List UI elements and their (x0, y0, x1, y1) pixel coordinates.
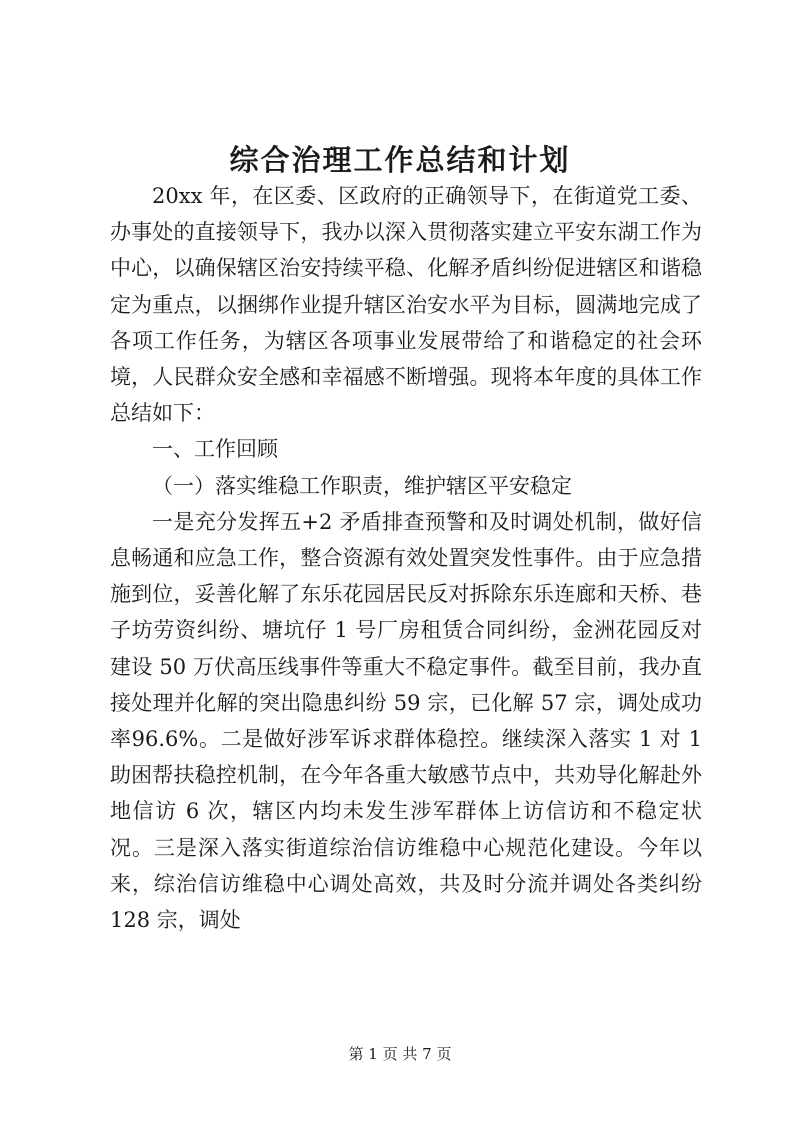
intro-paragraph: 20xx 年，在区委、区政府的正确领导下，在街道党工委、办事处的直接领导下，我办以深入贯彻落实建立平安东湖工作为中心，以确保辖区治安持续平稳、化解矛盾纠纷促进辖区和谐稳定为重点，以捆绑作业提升辖区治安水平为目标，圆满地完成了各项工作任务，为辖区各项事业发展带给了和谐稳定的社会环境，人民群众安全感和幸福感不断增强。现将本年度的具体工作总结如下： (110, 184, 702, 426)
document-body (110, 178, 702, 938)
document-title: 综合治理工作总结和计划 (229, 143, 571, 177)
page-indicator: 第 1 页 共 7 页 (348, 1045, 452, 1063)
body-paragraph: 一是充分发挥五+2 矛盾排查预警和及时调处机制，做好信息畅通和应急工作，整合资源有效处置突发性事件。由于应急措施到位，妥善化解了东乐花园居民反对拆除东乐连廊和天桥、巷子坊劳资纠纷、塘坑仔 1 号厂房租赁合同纠纷，金洲花园反对建设 50 万伏高压线事件等重大不稳定事件。截至目前，我办直接处理并化解的突出隐患纠纷 59 宗，已化解 57 宗，调处成功率96.6%。二是做好涉军诉求群体稳控。继续深入落实 1 对 1 助困帮扶稳控机制，在今年各重大敏感节点中，共劝导化解赴外地信访 6 次，辖区内均未发生涉军群体上访信访和不稳定状况。三是深入落实街道综治信访维稳中心规范化建设。今年以来，综治信访维稳中心调处高效，共及时分流并调处各类纠纷 128 宗，调处 (110, 509, 702, 933)
section-heading: 一、工作回顾 (152, 437, 278, 462)
subsection-heading: （一）落实维稳工作职责，维护辖区平安稳定 (152, 473, 572, 498)
